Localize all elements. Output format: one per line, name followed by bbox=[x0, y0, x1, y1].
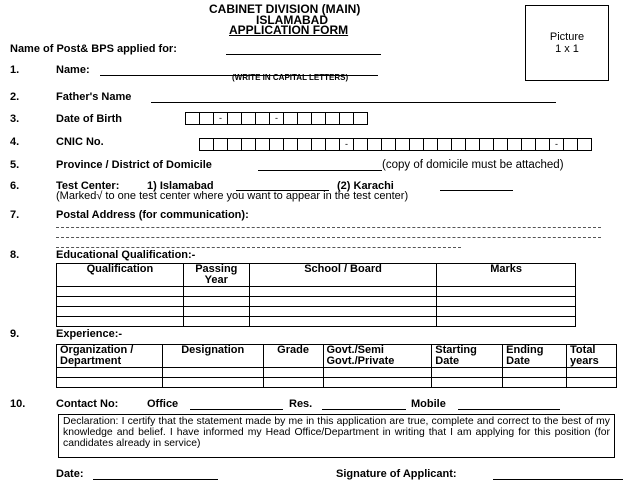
cnic-box[interactable] bbox=[255, 138, 270, 151]
dob-box[interactable] bbox=[241, 112, 256, 125]
cnic-box[interactable] bbox=[465, 138, 480, 151]
cnic-box[interactable] bbox=[409, 138, 424, 151]
table-cell[interactable] bbox=[437, 317, 576, 327]
residence-label: Res. bbox=[289, 398, 313, 410]
table-cell[interactable] bbox=[567, 368, 617, 378]
address-line-1[interactable] bbox=[56, 227, 601, 228]
dob-box[interactable] bbox=[311, 112, 326, 125]
experience-header: Total years bbox=[567, 345, 617, 368]
cnic-box[interactable] bbox=[577, 138, 592, 151]
cnic-box[interactable] bbox=[325, 138, 340, 151]
table-cell[interactable] bbox=[323, 368, 432, 378]
dob-box[interactable] bbox=[227, 112, 242, 125]
item-number-2: 2. bbox=[10, 91, 20, 103]
domicile-label: Province / District of Domicile bbox=[56, 159, 212, 171]
table-cell[interactable] bbox=[162, 368, 263, 378]
cnic-box[interactable] bbox=[507, 138, 522, 151]
table-row[interactable] bbox=[57, 378, 617, 388]
cnic-box[interactable] bbox=[493, 138, 508, 151]
table-cell[interactable] bbox=[57, 317, 184, 327]
table-cell[interactable] bbox=[432, 368, 503, 378]
dob-box[interactable] bbox=[283, 112, 298, 125]
item-number-6: 6. bbox=[10, 180, 20, 192]
table-cell[interactable] bbox=[183, 297, 249, 307]
education-table bbox=[56, 263, 576, 327]
office-phone-field[interactable] bbox=[190, 409, 283, 410]
dob-box[interactable] bbox=[297, 112, 312, 125]
table-cell[interactable] bbox=[183, 307, 249, 317]
table-cell[interactable] bbox=[57, 368, 163, 378]
cnic-box[interactable] bbox=[269, 138, 284, 151]
cnic-box[interactable] bbox=[199, 138, 214, 151]
cnic-box[interactable] bbox=[437, 138, 452, 151]
experience-table bbox=[56, 344, 617, 388]
table-row[interactable] bbox=[57, 317, 576, 327]
education-header: Passing Year bbox=[183, 264, 249, 287]
father-name-field[interactable] bbox=[151, 102, 556, 103]
experience-header: Ending Date bbox=[503, 345, 567, 368]
dob-box[interactable] bbox=[255, 112, 270, 125]
table-cell[interactable] bbox=[183, 287, 249, 297]
table-cell[interactable] bbox=[249, 317, 437, 327]
residence-phone-field[interactable] bbox=[322, 409, 406, 410]
cnic-box[interactable] bbox=[563, 138, 578, 151]
table-cell[interactable] bbox=[503, 378, 567, 388]
test-option-islamabad: 1) Islamabad bbox=[147, 180, 214, 192]
dob-label: Date of Birth bbox=[56, 113, 122, 125]
cnic-box[interactable] bbox=[479, 138, 494, 151]
address-label: Postal Address (for communication): bbox=[56, 209, 249, 221]
name-label: Name: bbox=[56, 64, 90, 76]
dob-box[interactable] bbox=[185, 112, 200, 125]
address-line-2[interactable] bbox=[56, 237, 601, 238]
item-number-9: 9. bbox=[10, 328, 20, 340]
experience-header: Grade bbox=[263, 345, 323, 368]
experience-header: Organization / Department bbox=[57, 345, 163, 368]
cnic-box[interactable] bbox=[241, 138, 256, 151]
mobile-label: Mobile bbox=[411, 398, 446, 410]
org-name: CABINET DIVISION (MAIN) bbox=[209, 2, 361, 16]
declaration-box: Declaration: I certify that the statement made by me in this application are true, complete and correct to the best of my knowledge and belief. I have informed my Head Office/Department in writing that I am applying for this position (for candidates already in service) bbox=[58, 414, 615, 458]
experience-header: Govt./Semi Govt./Private bbox=[323, 345, 432, 368]
item-number-1: 1. bbox=[10, 64, 20, 76]
cnic-separator: - bbox=[339, 138, 354, 151]
test-option-karachi: (2) Karachi bbox=[337, 180, 394, 192]
education-header: School / Board bbox=[249, 264, 437, 287]
dob-box[interactable] bbox=[325, 112, 340, 125]
table-cell[interactable] bbox=[183, 317, 249, 327]
dob-separator: - bbox=[269, 112, 284, 125]
dob-box[interactable] bbox=[339, 112, 354, 125]
cnic-box[interactable] bbox=[311, 138, 326, 151]
item-number-10: 10. bbox=[10, 398, 26, 410]
post-label: Name of Post& BPS applied for: bbox=[10, 43, 177, 55]
dob-boxes[interactable] bbox=[186, 112, 368, 125]
contact-label: Contact No: bbox=[56, 398, 119, 410]
table-cell[interactable] bbox=[57, 297, 184, 307]
table-cell[interactable] bbox=[57, 378, 163, 388]
table-cell[interactable] bbox=[567, 378, 617, 388]
signature-label: Signature of Applicant: bbox=[336, 468, 457, 480]
cnic-box[interactable] bbox=[297, 138, 312, 151]
post-field[interactable] bbox=[226, 54, 381, 55]
cnic-box[interactable] bbox=[395, 138, 410, 151]
cnic-box[interactable] bbox=[227, 138, 242, 151]
cnic-box[interactable] bbox=[381, 138, 396, 151]
cnic-box[interactable] bbox=[213, 138, 228, 151]
dob-box[interactable] bbox=[353, 112, 368, 125]
domicile-field[interactable] bbox=[258, 170, 382, 171]
address-line-3[interactable] bbox=[56, 247, 461, 248]
table-cell[interactable] bbox=[437, 307, 576, 317]
signature-field[interactable] bbox=[493, 479, 623, 480]
cnic-box[interactable] bbox=[367, 138, 382, 151]
cnic-box[interactable] bbox=[283, 138, 298, 151]
table-cell[interactable] bbox=[437, 297, 576, 307]
cnic-box[interactable] bbox=[535, 138, 550, 151]
domicile-note: (copy of domicile must be attached) bbox=[382, 159, 564, 171]
cnic-box[interactable] bbox=[451, 138, 466, 151]
table-row[interactable] bbox=[57, 297, 576, 307]
city-name: ISLAMABAD bbox=[256, 13, 328, 27]
mobile-phone-field[interactable] bbox=[458, 409, 560, 410]
cnic-label: CNIC No. bbox=[56, 136, 104, 148]
date-label: Date: bbox=[56, 468, 84, 480]
date-field[interactable] bbox=[93, 479, 218, 480]
table-cell[interactable] bbox=[263, 368, 323, 378]
cnic-box[interactable] bbox=[521, 138, 536, 151]
cnic-box[interactable] bbox=[353, 138, 368, 151]
experience-header: Designation bbox=[162, 345, 263, 368]
cnic-separator: - bbox=[549, 138, 564, 151]
test-center-note: (Marked√ to one test center where you want to appear in the test center) bbox=[56, 190, 409, 202]
picture-size: 1 x 1 bbox=[555, 43, 579, 55]
table-cell[interactable] bbox=[323, 378, 432, 388]
item-number-8: 8. bbox=[10, 249, 20, 261]
experience-label: Experience:- bbox=[56, 328, 123, 340]
name-hint: (WRITE IN CAPITAL LETTERS) bbox=[232, 73, 349, 82]
item-number-4: 4. bbox=[10, 136, 20, 148]
table-cell[interactable] bbox=[437, 287, 576, 297]
father-name-label: Father's Name bbox=[56, 91, 132, 103]
table-cell[interactable] bbox=[249, 287, 437, 297]
cnic-box[interactable] bbox=[423, 138, 438, 151]
table-row[interactable] bbox=[57, 287, 576, 297]
table-cell[interactable] bbox=[263, 378, 323, 388]
education-header: Marks bbox=[437, 264, 576, 287]
picture-box[interactable] bbox=[525, 5, 609, 81]
table-row[interactable] bbox=[57, 368, 617, 378]
picture-label: Picture bbox=[549, 31, 585, 43]
dob-separator: - bbox=[213, 112, 228, 125]
office-label: Office bbox=[147, 398, 179, 410]
experience-header: Starting Date bbox=[432, 345, 503, 368]
table-row[interactable] bbox=[57, 307, 576, 317]
table-cell[interactable] bbox=[432, 378, 503, 388]
education-header: Qualification bbox=[57, 264, 184, 287]
karachi-mark-field[interactable] bbox=[440, 190, 513, 191]
table-cell[interactable] bbox=[57, 307, 184, 317]
dob-box[interactable] bbox=[199, 112, 214, 125]
item-number-5: 5. bbox=[10, 159, 20, 171]
test-center-label: Test Center: bbox=[56, 180, 120, 192]
education-label: Educational Qualification:- bbox=[56, 249, 196, 261]
table-cell[interactable] bbox=[249, 307, 437, 317]
item-number-3: 3. bbox=[10, 113, 20, 125]
table-cell[interactable] bbox=[503, 368, 567, 378]
table-cell[interactable] bbox=[249, 297, 437, 307]
table-cell[interactable] bbox=[162, 378, 263, 388]
form-title: APPLICATION FORM bbox=[229, 23, 349, 37]
item-number-7: 7. bbox=[10, 209, 20, 221]
cnic-boxes[interactable] bbox=[200, 138, 592, 151]
table-cell[interactable] bbox=[57, 287, 184, 297]
